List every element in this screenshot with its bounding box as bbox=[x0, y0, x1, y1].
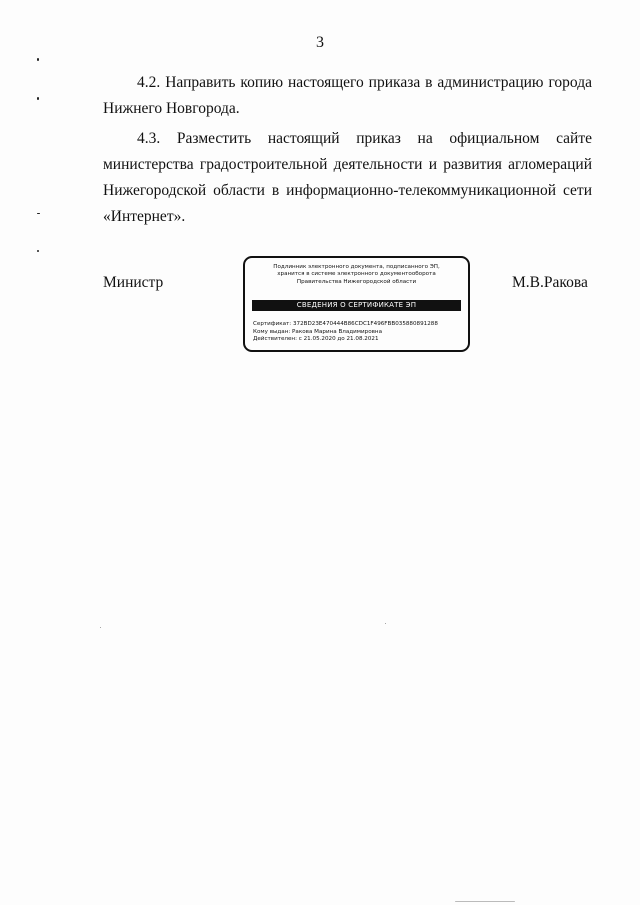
certificate-value: 372BD23E470444B86CDC1F496FBB035880891288 bbox=[292, 321, 438, 327]
electronic-signature-stamp bbox=[243, 256, 470, 352]
stamp-header-line: хранится в системе электронного документооборота bbox=[277, 271, 436, 278]
paragraph-4-2 bbox=[103, 70, 592, 122]
valid-value: с 21.05.2020 до 21.08.2021 bbox=[298, 336, 379, 343]
stamp-valid-row bbox=[253, 336, 462, 344]
stamp-certificate-row bbox=[253, 321, 462, 329]
scan-speck bbox=[385, 623, 386, 624]
stamp-header-line: Правительства Нижегородской области bbox=[296, 278, 417, 285]
scan-speck bbox=[100, 627, 101, 628]
stamp-details bbox=[253, 321, 462, 344]
stamp-header bbox=[251, 264, 462, 286]
scan-speck bbox=[37, 250, 39, 252]
signer-name: М.В.Ракова bbox=[512, 274, 588, 291]
paragraph-4-2-text: 4.2. Направить копию настоящего приказа в администрацию города Нижнего Новгорода. bbox=[103, 74, 592, 117]
scan-speck bbox=[37, 213, 40, 214]
scan-speck bbox=[37, 97, 39, 100]
certificate-label: Сертификат: bbox=[253, 321, 292, 327]
scan-speck bbox=[455, 901, 515, 902]
paragraph-4-3 bbox=[103, 126, 592, 230]
issued-to-value: Ракова Марина Владимировна bbox=[292, 328, 383, 335]
scan-speck bbox=[37, 58, 39, 61]
signer-title: Министр bbox=[103, 274, 164, 291]
issued-to-label: Кому выдан: bbox=[253, 328, 291, 335]
valid-label: Действителен: bbox=[253, 336, 297, 343]
stamp-certificate-bar: СВЕДЕНИЯ О СЕРТИФИКАТЕ ЭП bbox=[252, 300, 461, 311]
page-number: 3 bbox=[316, 34, 324, 51]
stamp-header-line: Подлинник электронного документа, подписанного ЭП, bbox=[273, 264, 440, 270]
paragraph-4-3-text: 4.3. Разместить настоящий приказ на официальном сайте министерства градостроительной деятельности и развития агломераций Нижегородской области в информационно-телекоммуникационной сети «Интернет». bbox=[103, 130, 592, 225]
